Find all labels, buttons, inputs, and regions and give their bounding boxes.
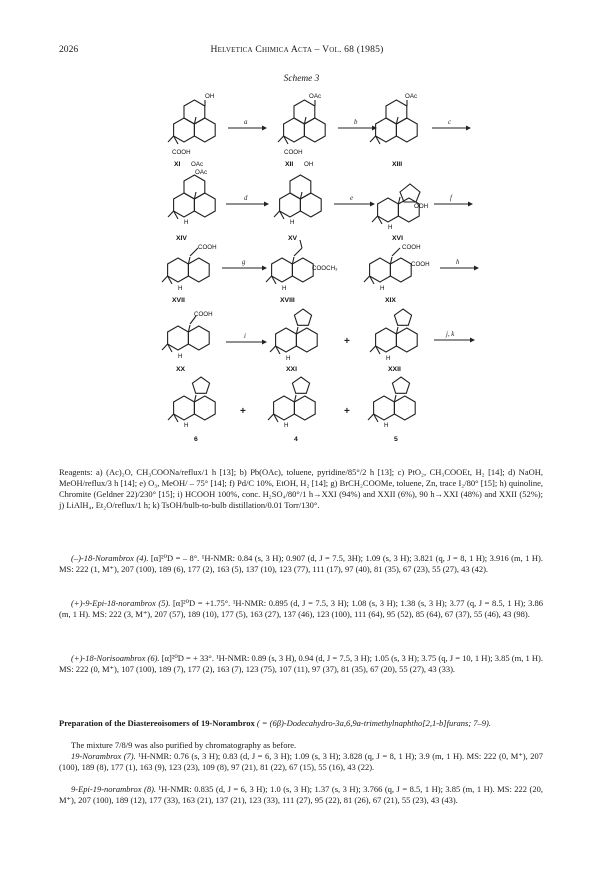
compound-paragraph	[59, 598, 543, 620]
svg-text:OAc: OAc	[405, 93, 418, 100]
arrow-step-c	[432, 119, 471, 131]
compound-XXI	[270, 309, 317, 373]
svg-text:XIII: XIII	[392, 161, 403, 168]
compound-XVIII	[266, 240, 338, 304]
page-number: 2026	[59, 44, 79, 55]
svg-text:COOH: COOH	[411, 261, 430, 268]
svg-text:COOH: COOH	[284, 149, 303, 156]
svg-text:OAc: OAc	[191, 161, 204, 168]
svg-text:H: H	[184, 422, 189, 429]
arrow-step-f	[434, 195, 473, 207]
compound-XVI	[372, 184, 428, 242]
compound-4	[268, 377, 315, 443]
compound-name: (+)-18-Norisoambrox (6).	[71, 653, 160, 663]
plus-sign: +	[344, 406, 350, 417]
compound-paragraph	[59, 784, 543, 806]
svg-text:XVIII: XVIII	[280, 297, 295, 304]
svg-text:XVI: XVI	[392, 235, 403, 242]
svg-text:4: 4	[294, 436, 298, 443]
mixture-note: The mixture 7/8/9 was also purified by chromatography as before.	[71, 740, 297, 750]
svg-text:H: H	[386, 355, 391, 362]
compound-name: 9-Epi-19-norambrox (8).	[71, 784, 157, 794]
svg-text:OAc: OAc	[195, 169, 208, 176]
compound-name: 19-Norambrox (7).	[71, 751, 136, 761]
svg-text:h: h	[456, 259, 460, 266]
svg-text:OAc: OAc	[309, 93, 322, 100]
svg-text:XX: XX	[176, 366, 186, 373]
compound-XI	[168, 93, 215, 168]
plus-sign: +	[344, 336, 350, 347]
svg-text:H: H	[286, 355, 291, 362]
reagents-legend: Reagents: a) (Ac)₂O, CH₃COONa/reflux/1 h [13]; b) Pb(OAc), toluene, pyridine/85°/2 h [13]; c) PtO₂, CH₃COOEt, H₂ [14]; d) NaOH, MeOH/reflux/3 h [14]; e) O₃, MeOH/ – 75° [14]; f) Pd/C 10%, EtOH, H₂ [14]; g) BrCH₂COOMe, toluene, Zn, trace I₂/80° [15]; h) quinoline, Chromite (Geldner 22)/230° [15]; i) HCOOH 100%, conc. H₂SO₄/80°/1 h→XXI (94%) and XXII (6%), 90 h→XXI (48%) and XXII (52%); j) LiAlH₄, Et₂O/reflux/1 h; k) TsOH/bulb-to-bulb distillation/0.01 Torr/130°.	[59, 467, 543, 510]
svg-text:H: H	[384, 422, 389, 429]
svg-text:H: H	[380, 285, 385, 292]
svg-text:H: H	[290, 219, 295, 226]
svg-text:6: 6	[194, 436, 198, 443]
svg-text:b: b	[354, 119, 358, 126]
compound-XII	[278, 93, 325, 168]
section-title: Preparation of the Diastereoisomers of 19-Norambrox	[59, 718, 255, 728]
svg-text:d: d	[244, 195, 248, 202]
svg-text:XII: XII	[285, 161, 294, 168]
compound-XVII	[162, 244, 217, 304]
section-heading	[59, 718, 543, 729]
arrow-step-g	[222, 259, 267, 271]
compound-paragraph	[59, 553, 543, 575]
compound-paragraph	[59, 653, 543, 675]
svg-text:H: H	[282, 285, 287, 292]
arrow-step-e	[334, 195, 375, 207]
svg-text:g: g	[242, 259, 246, 266]
scheme-title: Scheme 3	[283, 74, 320, 84]
compound-XIV	[168, 169, 215, 242]
compound-XX	[162, 311, 213, 373]
arrow-step-i	[226, 333, 267, 345]
svg-text:XV: XV	[288, 235, 298, 242]
compound-XXII	[370, 309, 417, 373]
section-subtitle: ( = (6β)-Dodecahydro-3a,6,9a-trimethylnaphtho[2,1-b]furans; 7–9).	[254, 718, 491, 728]
svg-text:XI: XI	[174, 161, 181, 168]
svg-text:XIX: XIX	[385, 297, 396, 304]
plus-sign: +	[240, 406, 246, 417]
compound-5	[368, 377, 415, 443]
compound-data: ¹H-NMR: 0.76 (s, 3 H); 0.83 (d, J = 6, 3 H); 1.09 (s, 3 H); 3.828 (q, J = 8, 1 H); 3.9 (m, 1 H). MS: 222 (0, M⁺), 207 (100), 189 (8), 177 (1), 163 (9), 123 (23), 109 (8), 97 (21), 81 (22), 67 (15), 55 (16), 43 (22).	[59, 751, 544, 772]
svg-text:OH: OH	[205, 93, 215, 100]
svg-text:j, k: j, k	[446, 331, 455, 338]
arrow-step-d	[226, 195, 269, 207]
svg-text:H: H	[178, 353, 183, 360]
svg-text:5: 5	[394, 436, 398, 443]
compound-data: [α]²⁰D = + 33°. ¹H-NMR: 0.89 (s, 3 H), 0.94 (d, J = 7.5, 3 H); 1.05 (s, 3 H); 3.75 (q, J = 10, 1 H); 3.85 (m, 1 H). MS: 222 (0, M⁺), 107 (100), 189 (7), 177 (2), 163 (7), 123 (75), 107 (11), 97 (37), 81 (35), 67 (20), 55 (27), 43 (33).	[59, 653, 544, 674]
compound-name: (–)-18-Norambrox (4).	[71, 553, 149, 563]
arrow-step-a	[228, 119, 267, 131]
compound-name: (+)-9-Epi-18-norambrox (5).	[71, 598, 171, 608]
compound-6	[168, 377, 215, 443]
journal-title: Helvetica Chimica Acta – Vol. 68 (1985)	[210, 44, 384, 55]
svg-text:i: i	[244, 333, 246, 340]
svg-text:e: e	[350, 195, 354, 202]
svg-text:H: H	[184, 219, 189, 226]
compound-data: [α]²⁰D = +1.75°. ¹H-NMR: 0.895 (d, J = 7.5, 3 H); 1.08 (s, 3 H); 1.38 (s, 3 H); 3.77 (q, J = 8.5, 1 H); 3.86 (m, 1 H). MS: 222 (3, M⁺), 207 (57), 189 (10), 177 (5), 163 (27), 137 (46), 123 (100), 111 (64), 95 (52), 85 (64), 67 (37), 55 (46), 43 (98).	[59, 598, 543, 619]
compound-XV	[274, 175, 321, 242]
svg-text:XXI: XXI	[286, 366, 297, 373]
arrow-step-h	[440, 259, 479, 271]
svg-text:H: H	[388, 224, 393, 231]
arrow-step-jk	[434, 331, 475, 343]
svg-text:c: c	[448, 119, 452, 126]
svg-text:OH: OH	[304, 161, 314, 168]
svg-text:f: f	[450, 195, 452, 202]
svg-text:COOCH₃: COOCH₃	[312, 265, 338, 272]
svg-text:COOH: COOH	[198, 244, 217, 251]
compound-data: ¹H-NMR: 0.835 (d, J = 6, 3 H); 1.0 (s, 3 H); 1.37 (s, 3 H); 3.766 (q, J = 8.5, 1 H); 3.85 (m, 1 H). MS: 222 (20, M⁺), 207 (100), 189 (12), 177 (33), 163 (21), 137 (21), 123 (33), 111 (27), 95 (22), 81 (26), 67 (21), 55 (23), 43 (43).	[59, 784, 544, 805]
svg-text:XIV: XIV	[176, 235, 187, 242]
compound-paragraph	[59, 751, 543, 773]
compound-XIII	[370, 93, 417, 168]
compound-data: [α]²⁰D = – 8°. ¹H-NMR: 0.84 (s, 3 H); 0.907 (d, J = 7.5, 3H); 1.09 (s, 3 H); 3.821 (q, J = 8, 1 H); 3.916 (m, 1 H). MS: 222 (1, M⁺), 207 (100), 189 (6), 177 (2), 163 (5), 137 (10), 123 (77), 111 (17), 97 (40), 81 (35), 67 (23), 55 (27), 43 (42).	[59, 553, 544, 574]
compound-XIX	[364, 244, 430, 304]
arrow-step-b	[338, 119, 377, 131]
svg-text:XVII: XVII	[172, 297, 185, 304]
svg-text:COOH: COOH	[172, 149, 191, 156]
svg-text:XXII: XXII	[388, 366, 401, 373]
svg-text:H: H	[284, 422, 289, 429]
svg-text:COOH: COOH	[402, 244, 421, 251]
svg-text:H: H	[178, 285, 183, 292]
svg-text:COOH: COOH	[194, 311, 213, 318]
svg-text:a: a	[244, 119, 248, 126]
svg-text:OOH: OOH	[414, 203, 429, 210]
